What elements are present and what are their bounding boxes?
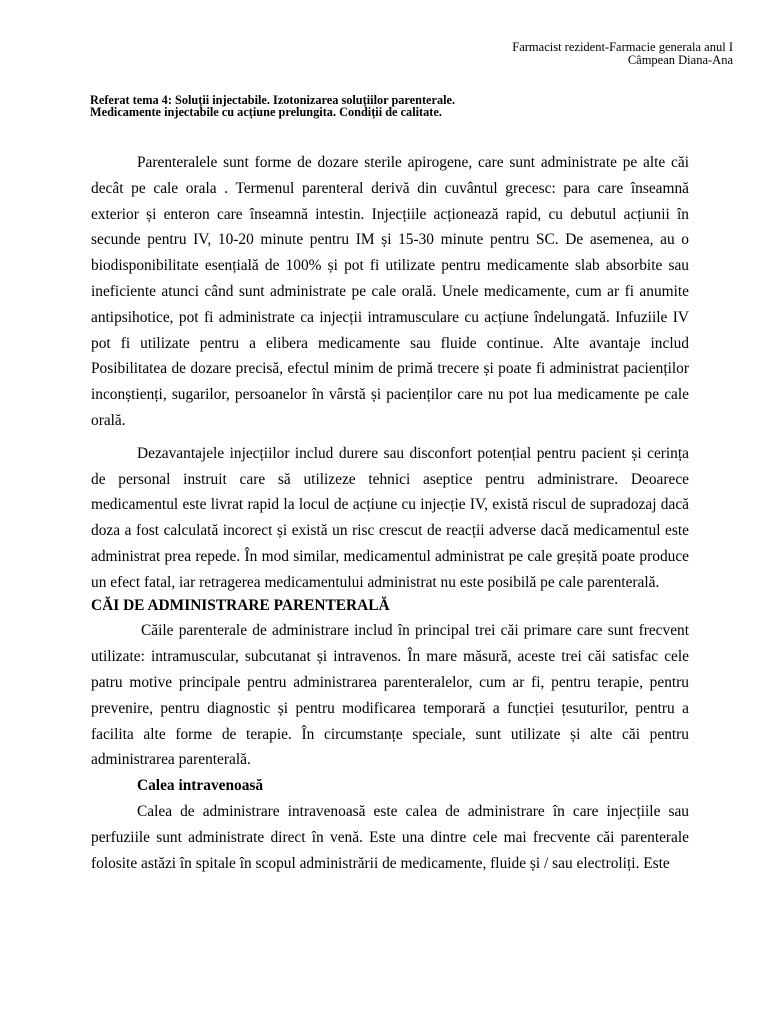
report-title [90,94,690,118]
report-title-line1: Referat tema 4: Soluții injectabile. Izotonizarea soluțiilor parenterale. [90,93,456,107]
paragraph-intravenous: Calea de administrare intravenoasă este calea de administrare în care injecțiile sau perfuziile sunt administrate direct în venă. Este una dintre cele mai frecvente căi parenterale folosite astăzi în spitale în scopul administrării de medicamente, fluide și / sau electroliți. Este [91,802,689,872]
author-header [313,41,733,67]
paragraph-routes: Căile parenterale de administrare includ în principal trei căi primare care sunt frecvent utilizate: intramuscular, subcutanat și intravenos. În mare măsură, aceste trei căi satisfac cele patru motive principale pentru administrarea parenteralelor, cum ar fi, pentru terapie, pentru prevenire, pentru diagnostic și pentru modificarea temporară a funcției țesuturilor, pentru a facilita alte forme de terapie. În circumstanțe speciale, sunt utilizate și alte căi pentru administrarea parenterală. [91,622,689,769]
header-line-author: Câmpean Diana-Ana [627,53,733,67]
header-line-program: Farmacist rezident-Farmacie generala anul I [512,40,733,54]
report-title-line2: Medicamente injectabile cu acțiune prelungita. Condiții de calitate. [90,105,442,119]
subsection-heading-intravenous: Calea intravenoasă [137,777,264,795]
paragraph-intro: Parenteralele sunt forme de dozare sterile apirogene, care sunt administrate pe alte căi decât pe cale orala . Termenul parenteral derivă din cuvântul grecesc: para care înseamnă exterior și enteron care înseamnă intestin. Injecțiile acționează rapid, cu debutul acțiunii în secunde pentru IV, 10-20 minute pentru IM și 15-30 minute pentru SC. De asemenea, au o biodisponibilitate esențială de 100% și pot fi utilizate pentru medicamente slab absorbite sau ineficiente atunci când sunt administrate pe cale orală. Unele medicamente, cum ar fi anumite antipsihotice, pot fi administrate ca injecții intramusculare cu acțiune îndelungată. Infuziile IV pot fi utilizate pentru a elibera medicamente sau fluide continue. Alte avantaje includ Posibilitatea de dozare precisă, efectul minim de primă trecere și poate fi administrat pacienților inconștienți, sugarilor, persoanelor în vârstă și pacienților care nu pot lua medicamente pe cale orală. [91,154,689,429]
section-heading-routes: CĂI DE ADMINISTRARE PARENTERALĂ [91,596,390,614]
paragraph-disadvantages: Dezavantajele injecțiilor includ durere sau disconfort potențial pentru pacient și cerința de personal instruit care să utilizeze tehnici aseptice pentru administrare. Deoarece medicamentul este livrat rapid la locul de acțiune cu injecție IV, există riscul de supradozaj dacă doza a fost calculată incorect și există un risc crescut de reacții adverse dacă medicamentul este administrat prea repede. În mod similar, medicamentul administrat pe cale greșită poate produce un efect fatal, iar retragerea medicamentului administrat nu este posibilă pe cale parenterală. [91,444,689,591]
document-body [91,150,689,876]
